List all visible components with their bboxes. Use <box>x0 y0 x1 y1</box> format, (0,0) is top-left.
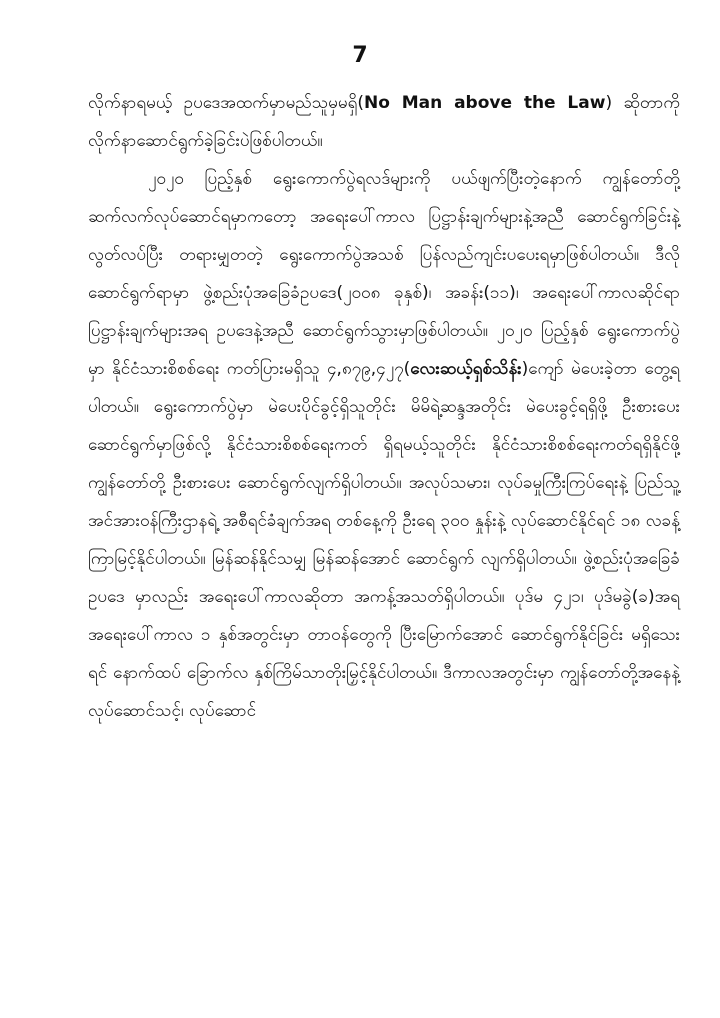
paragraph-2 <box>88 160 680 730</box>
paragraph-1 <box>88 84 680 160</box>
paragraph-2-text-a: ၂၀၂၀ ပြည့်နှစ် ရွေးကောက်ပွဲရလဒ်များကို ပယ်ဖျက်ပြီးတဲ့နောက် ကျွန်တော်တို့ ဆက်လက်လုပ်ဆောင်ရမှာကတော့ အရေးပေါ်ကာလ ပြဋ္ဌာန်းချက်များနဲ့အညီ ဆောင်ရွက်ခြင်းနဲ့ လွတ်လပ်ပြီး တရားမျှတတဲ့ ရွေးကောက်ပွဲအသစ် ပြန်လည်ကျင်းပပေးရမှာဖြစ်ပါတယ်။ ဒီလို ဆောင်ရွက်ရာမှာ ဖွဲ့စည်းပုံအခြေခံဥပဒေ(၂၀၀၈ ခုနှစ်)၊ အခန်း(၁၁)၊ အရေးပေါ်ကာလဆိုင်ရာပြဋ္ဌာန်းချက်များအရ ဥပဒေနဲ့အညီ ဆောင်ရွက်သွားမှာဖြစ်ပါတယ်။ ၂၀၂၀ ပြည့်နှစ် ရွေးကောက်ပွဲမှာ နိုင်ငံသားစိစစ်ရေး ကတ်ပြားမရှိသူ ၄,၈၇၉,၄၂၇( <box>88 169 680 379</box>
body-text <box>88 84 680 730</box>
paragraph-2-bold-phrase: လေးဆယ့်ရှစ်သိန်း <box>410 359 522 379</box>
paragraph-1-text-a: လိုက်နာရမယ့် ဥပဒေအထက်မှာမည်သူမှမရှိ( <box>88 93 364 113</box>
paragraph-2-text-b: )ကျော် မဲပေးခဲ့တာ တွေ့ရပါတယ်။ ရွေးကောက်ပွဲမှာ မဲပေးပိုင်ခွင့်ရှိသူတိုင်း မိမိရဲ့ဆန္ဒအတိုင်း မဲပေးခွင့်ရရှိဖို့ ဦးစားပေးဆောင်ရွက်မှာဖြစ်လို့ နိုင်ငံသားစိစစ်ရေးကတ် ရှိရမယ့်သူတိုင်း နိုင်ငံသားစိစစ်ရေးကတ်ရရှိနိုင်ဖို့ ကျွန်တော်တို့ ဦးစားပေး ဆောင်ရွက်လျက်ရှိပါတယ်။ အလုပ်သမား၊ လုပ်ခမှုကြီးကြပ်ရေးနဲ့ ပြည်သူ့အင်အားဝန်ကြီးဌာနရဲ့ အစီရင်ခံချက်အရ တစ်နေ့ကို ဦးရေ ၃၀၀ နှုန်းနဲ့ လုပ်ဆောင်နိုင်ရင် ၁၈ လခန့် ကြာမြင့်နိုင်ပါတယ်။ မြန်ဆန်နိုင်သမျှ မြန်ဆန်အောင် ဆောင်ရွက် လျက်ရှိပါတယ်။ ဖွဲ့စည်းပုံအခြေခံဥပဒေ မှာလည်း အရေးပေါ်ကာလဆိုတာ အကန့်အသတ်ရှိပါတယ်။ ပုဒ်မ ၄၂၁၊ ပုဒ်မခွဲ(ခ)အရ အရေးပေါ်ကာလ ၁ နှစ်အတွင်းမှာ တာဝန်တွေကို ပြီးမြောက်အောင် ဆောင်ရွက်နိုင်ခြင်း မရှိသေးရင် နောက်ထပ် ခြောက်လ နှစ်ကြိမ်သာတိုးမြှင့်နိုင်ပါတယ်။ ဒီကာလအတွင်းမှာ ကျွန်တော်တို့အနေနဲ့ လုပ်ဆောင်သင့်၊ လုပ်ဆောင် <box>88 359 680 721</box>
page-number: 7 <box>352 43 368 68</box>
paragraph-1-text-b: ) ဆိုတာကို လိုက်နာဆောင်ရွက်ခဲ့ခြင်းပဲဖြစ်ပါတယ်။ <box>88 93 680 151</box>
paragraph-1-english-phrase: No Man above the Law <box>364 93 606 113</box>
